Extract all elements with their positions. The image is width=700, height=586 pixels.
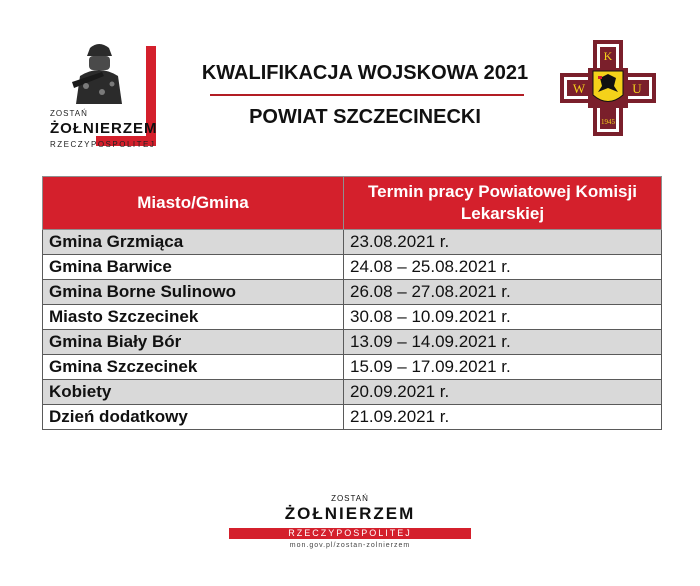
cell-name: Miasto Szczecinek xyxy=(43,305,344,330)
wku-emblem-icon xyxy=(560,40,656,136)
title-divider xyxy=(210,94,524,96)
cell-date: 24.08 – 25.08.2021 r. xyxy=(344,255,662,280)
footer-logo-zolnierzem: ŻOŁNIERZEM xyxy=(284,504,416,523)
column-header-gmina: Miasto/Gmina xyxy=(43,177,344,230)
table-row xyxy=(43,405,662,430)
cell-name: Gmina Barwice xyxy=(43,255,344,280)
logo-rzeczypospolitej-text: RZECZYPOSPOLITEJ xyxy=(50,140,156,149)
footer-logo-url: mon.gov.pl/zostan-zolnierzem xyxy=(289,542,411,549)
emblem-letter-w: W xyxy=(572,81,586,96)
soldier-icon xyxy=(72,42,126,106)
cell-name: Dzień dodatkowy xyxy=(43,405,344,430)
cell-name: Kobiety xyxy=(43,380,344,405)
emblem-year: 1945 xyxy=(601,118,615,126)
footer-logo xyxy=(225,494,475,554)
emblem-letter-u: U xyxy=(632,81,642,96)
cell-name: Gmina Biały Bór xyxy=(43,330,344,355)
cell-date: 13.09 – 14.09.2021 r. xyxy=(344,330,662,355)
cell-date: 26.08 – 27.08.2021 r. xyxy=(344,280,662,305)
table-row xyxy=(43,280,662,305)
emblem-letter-k: K xyxy=(603,49,613,63)
cell-date: 30.08 – 10.09.2021 r. xyxy=(344,305,662,330)
zostan-zolnierzem-logo xyxy=(38,42,158,152)
table-row xyxy=(43,355,662,380)
table-row xyxy=(43,380,662,405)
table-row xyxy=(43,330,662,355)
page-subtitle: POWIAT SZCZECINECKI xyxy=(249,106,481,128)
cell-name: Gmina Borne Sulinowo xyxy=(43,280,344,305)
table-row xyxy=(43,230,662,255)
logo-zolnierzem-text: ŻOŁNIERZEM xyxy=(50,120,158,137)
cell-name: Gmina Grzmiąca xyxy=(43,230,344,255)
footer-logo-rzeczypospolitej: RZECZYPOSPOLITEJ xyxy=(288,528,412,538)
table-row xyxy=(43,305,662,330)
cell-date: 23.08.2021 r. xyxy=(344,230,662,255)
cell-name: Gmina Szczecinek xyxy=(43,355,344,380)
column-header-termin: Termin pracy Powiatowej Komisji Lekarskiej xyxy=(344,177,662,230)
logo-zostan-text: ZOSTAŃ xyxy=(50,109,88,118)
cell-date: 21.09.2021 r. xyxy=(344,405,662,430)
cell-date: 20.09.2021 r. xyxy=(344,380,662,405)
table-header-row xyxy=(43,177,662,230)
table-row xyxy=(43,255,662,280)
page-title: KWALIFIKACJA WOJSKOWA 2021 xyxy=(201,62,529,84)
footer-logo-zostan: ZOSTAŃ xyxy=(331,494,369,503)
schedule-table xyxy=(42,176,662,430)
cell-date: 15.09 – 17.09.2021 r. xyxy=(344,355,662,380)
